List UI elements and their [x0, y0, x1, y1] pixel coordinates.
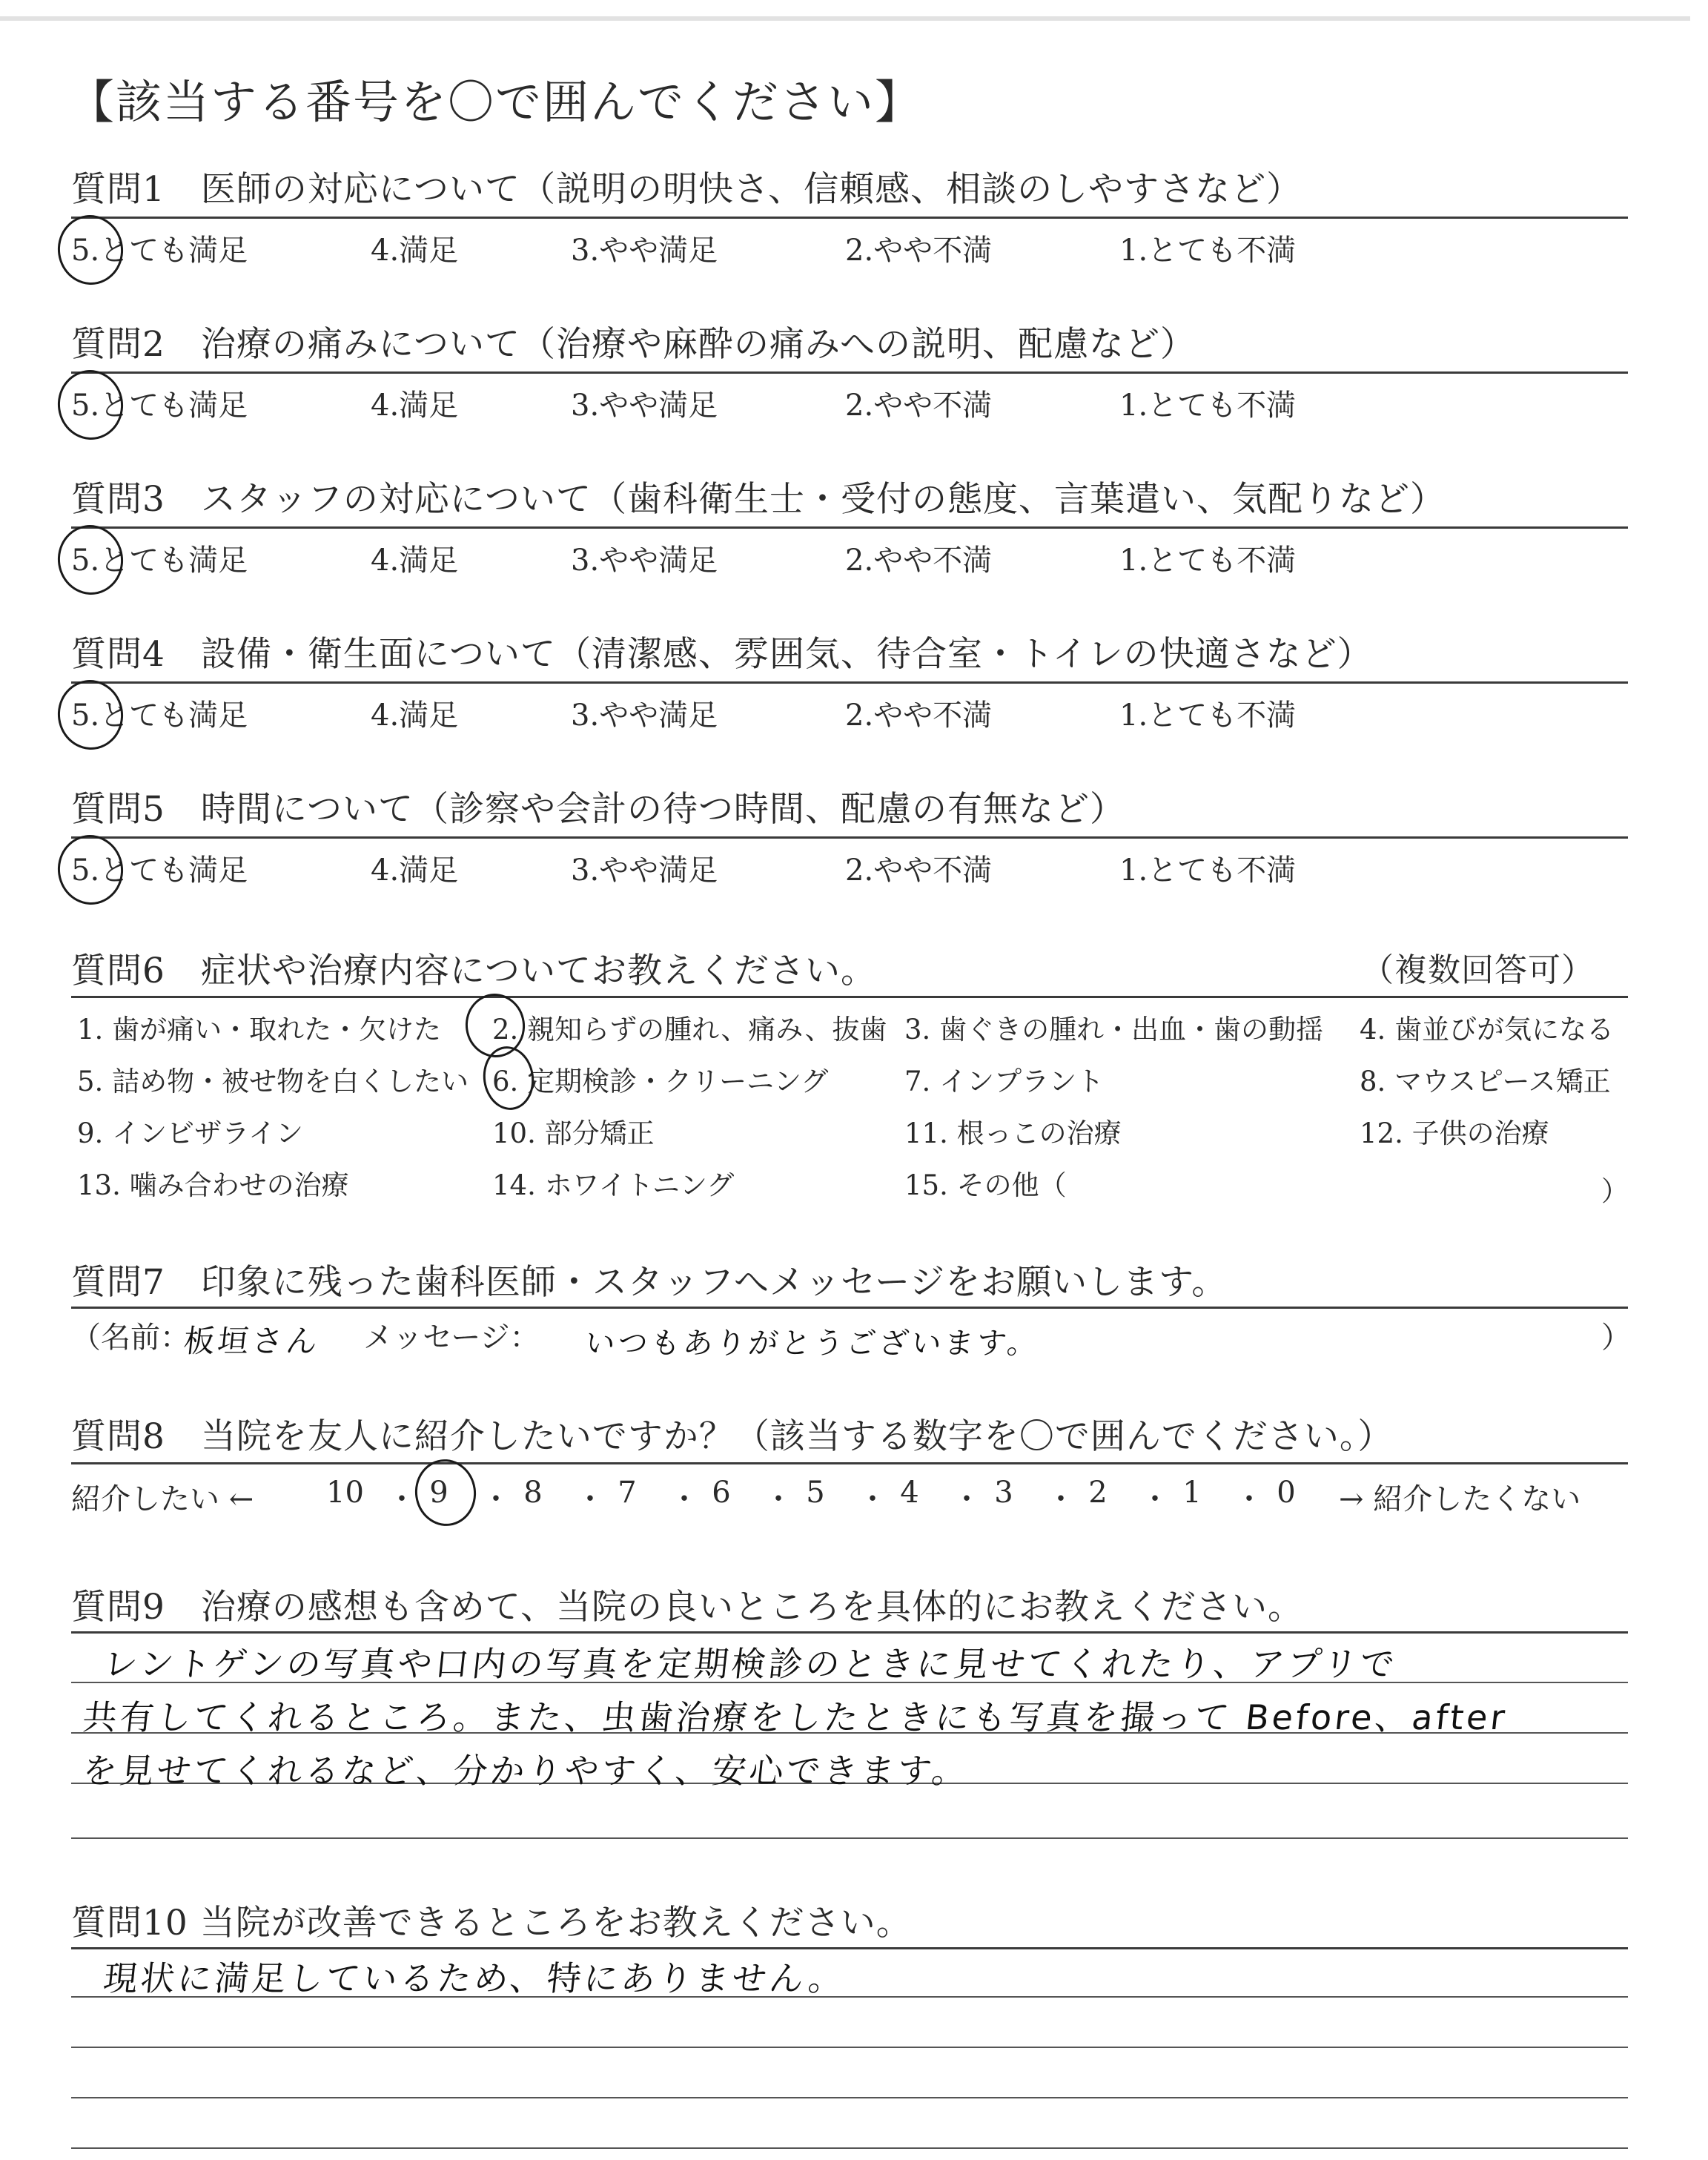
q4-option-5[interactable]: 5.とても満足 [71, 698, 248, 733]
q3-title: 質問3 スタッフの対応について（歯科衛生士・受付の態度、言葉遣い、気配りなど） [71, 479, 1446, 520]
q5-selected-circle [53, 830, 128, 908]
q3-selected-circle [53, 521, 128, 598]
q5-title: 質問5 時間について（診察や会計の待つ時間、配慮の有無など） [71, 789, 1125, 830]
q4-option-4[interactable]: 4.満足 [371, 698, 459, 733]
q8-scale-separator: ・ [858, 1482, 887, 1516]
q1-title: 質問1 医師の対応について（説明の明快さ、信頼感、相談のしやすさなど） [71, 169, 1302, 210]
q2-option-4[interactable]: 4.満足 [371, 389, 459, 423]
q8-scale-separator: ・ [764, 1482, 793, 1516]
q5-rule [71, 836, 1628, 839]
q8-title: 質問8 当院を友人に紹介したいですか？（該当する数字を〇で囲んでください。） [71, 1416, 1394, 1457]
q7-rule [71, 1307, 1628, 1309]
q8-scale-separator: ・ [669, 1482, 699, 1516]
q7-close-paren: ） [1601, 1321, 1631, 1355]
q8-scale-separator: ・ [481, 1482, 511, 1516]
q6-title: 質問6 症状や治療内容についてお教えください。 [71, 951, 876, 991]
q8-scale-4[interactable]: 4 [900, 1476, 919, 1510]
q8-scale-separator: ・ [1046, 1482, 1076, 1516]
q8-scale-6[interactable]: 6 [712, 1476, 731, 1510]
q6-option-8[interactable]: 8. マウスピース矯正 [1360, 1066, 1611, 1097]
q8-scale-1[interactable]: 1 [1182, 1476, 1202, 1510]
q6-option-14[interactable]: 14. ホワイトニング [492, 1169, 735, 1201]
q7-message-label: メッセージ： [363, 1321, 540, 1355]
q6-option-2[interactable]: 2. 親知らずの腫れ、痛み、抜歯 [492, 1014, 887, 1046]
q6-option-6[interactable]: 6. 定期検診・クリーニング [492, 1066, 829, 1097]
q6-option-13[interactable]: 13. 噛み合わせの治療 [77, 1169, 349, 1201]
q3-option-2[interactable]: 2.やや不満 [845, 544, 993, 578]
scan-edge [0, 16, 1690, 21]
q6-multi-note: （複数回答可） [1361, 951, 1595, 989]
q3-rule [71, 526, 1628, 529]
q3-option-4[interactable]: 4.満足 [371, 544, 459, 578]
form-title: 【該当する番号を〇で囲んでください】 [68, 75, 923, 129]
q6-option-1[interactable]: 1. 歯が痛い・取れた・欠けた [77, 1014, 442, 1046]
q8-scale-separator: ・ [952, 1482, 982, 1516]
q8-scale-10[interactable]: 10 [326, 1476, 364, 1510]
q4-option-2[interactable]: 2.やや不満 [845, 698, 993, 733]
q6-rule [71, 996, 1628, 998]
q1-option-5[interactable]: 5.とても満足 [71, 234, 248, 268]
q8-selected-circle [411, 1456, 480, 1530]
q7-message-value: いつもありがとうございます。 [583, 1327, 1042, 1361]
q6-option-11[interactable]: 11. 根っこの治療 [904, 1117, 1122, 1149]
q8-scale-2[interactable]: 2 [1088, 1476, 1108, 1510]
q5-option-3[interactable]: 3.やや満足 [571, 853, 718, 888]
q7-name-label: （名前： [71, 1321, 190, 1355]
q8-scale-3[interactable]: 3 [994, 1476, 1013, 1510]
q2-rule [71, 371, 1628, 374]
q8-right-label: → 紹介したくない [1339, 1482, 1581, 1516]
q2-title: 質問2 治療の痛みについて（治療や麻酔の痛みへの説明、配慮など） [71, 324, 1196, 365]
q9-rule [71, 1631, 1628, 1634]
q7-title: 質問7 印象に残った歯科医師・スタッフへメッセージをお願いします。 [71, 1262, 1228, 1303]
q2-option-3[interactable]: 3.やや満足 [571, 389, 718, 423]
q9-answer-line-2: 共有してくれるところ。また、虫歯治療をしたときにも写真を撮って Before、after [80, 1697, 1510, 1737]
q1-rule [71, 217, 1628, 219]
q10-title: 質問10 当院が改善できるところをお教えください。 [71, 1903, 912, 1943]
q8-scale-separator: ・ [575, 1482, 605, 1516]
q10-line-2 [71, 2047, 1628, 2048]
q6-option-7[interactable]: 7. インプラント [904, 1066, 1105, 1097]
q8-scale-separator: ・ [1140, 1482, 1170, 1516]
q1-option-3[interactable]: 3.やや満足 [571, 234, 718, 268]
q6-other-close-paren: ） [1601, 1175, 1629, 1207]
q9-line-4 [71, 1837, 1628, 1839]
q10-answer-line-1: 現状に満足しているため、特にありません。 [101, 1958, 848, 1998]
q8-scale-8[interactable]: 8 [523, 1476, 543, 1510]
q9-answer-line-1: レントゲンの写真や口内の写真を定期検診のときに見せてくれたり、アプリで [101, 1644, 1400, 1684]
q5-option-1[interactable]: 1.とても不満 [1119, 853, 1297, 888]
q8-left-label: 紹介したい ← [71, 1482, 254, 1516]
q1-option-1[interactable]: 1.とても不満 [1119, 234, 1297, 268]
q7-name-value: 板垣さん [182, 1323, 322, 1359]
q2-option-2[interactable]: 2.やや不満 [845, 389, 993, 423]
q6-option-5[interactable]: 5. 詰め物・被せ物を白くしたい [77, 1066, 469, 1097]
q6-option-9[interactable]: 9. インビザライン [77, 1117, 303, 1149]
q1-selected-circle [53, 211, 128, 288]
q6-option-12[interactable]: 12. 子供の治療 [1360, 1117, 1549, 1149]
q8-scale-9[interactable]: 9 [429, 1476, 448, 1510]
q5-option-5[interactable]: 5.とても満足 [71, 853, 248, 888]
q3-option-1[interactable]: 1.とても不満 [1119, 544, 1297, 578]
q10-line-3 [71, 2097, 1628, 2098]
q1-option-2[interactable]: 2.やや不満 [845, 234, 993, 268]
q8-scale-0[interactable]: 0 [1277, 1476, 1296, 1510]
q8-scale-separator: ・ [387, 1482, 417, 1516]
q6-option-15[interactable]: 15. その他（ [904, 1169, 1067, 1201]
q10-line-4 [71, 2147, 1628, 2149]
q5-option-4[interactable]: 4.満足 [371, 853, 459, 888]
q8-rule [71, 1462, 1628, 1464]
q2-selected-circle [53, 366, 128, 443]
q8-scale-separator: ・ [1234, 1482, 1264, 1516]
q8-scale-5[interactable]: 5 [806, 1476, 825, 1510]
q1-option-4[interactable]: 4.満足 [371, 234, 459, 268]
q2-option-5[interactable]: 5.とても満足 [71, 389, 248, 423]
q4-option-3[interactable]: 3.やや満足 [571, 698, 718, 733]
q9-title: 質問9 治療の感想も含めて、当院の良いところを具体的にお教えください。 [71, 1587, 1303, 1628]
q6-option-3[interactable]: 3. 歯ぐきの腫れ・出血・歯の動揺 [904, 1014, 1324, 1046]
q5-option-2[interactable]: 2.やや不満 [845, 853, 993, 888]
q10-rule [71, 1947, 1628, 1949]
q4-option-1[interactable]: 1.とても不満 [1119, 698, 1297, 733]
q3-option-3[interactable]: 3.やや満足 [571, 544, 718, 578]
q4-title: 質問4 設備・衛生面について（清潔感、雰囲気、待合室・トイレの快適さなど） [71, 634, 1373, 675]
q4-rule [71, 681, 1628, 684]
q3-option-5[interactable]: 5.とても満足 [71, 544, 248, 578]
q8-scale-7[interactable]: 7 [618, 1476, 637, 1510]
q4-selected-circle [53, 676, 128, 753]
q6-option-10[interactable]: 10. 部分矯正 [492, 1117, 655, 1149]
q9-answer-line-3: を見せてくれるなど、分かりやすく、安心できます。 [80, 1751, 971, 1791]
q6-option-4[interactable]: 4. 歯並びが気になる [1360, 1014, 1615, 1046]
q2-option-1[interactable]: 1.とても不満 [1119, 389, 1297, 423]
